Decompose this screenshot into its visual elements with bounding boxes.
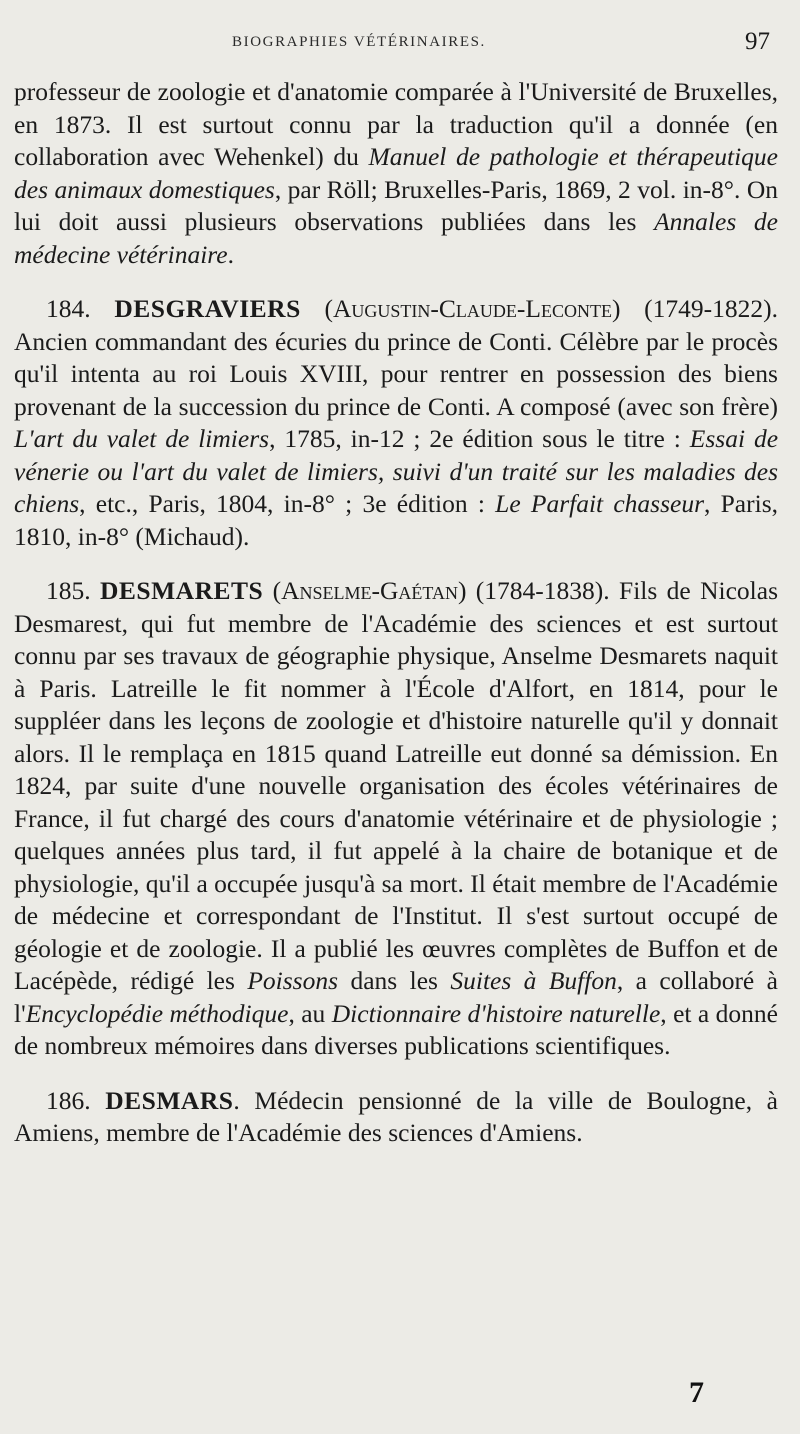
entry-name: DESMARETS [100, 576, 264, 605]
entry-number: 184. [46, 294, 91, 323]
italic-title: Poissons [247, 966, 339, 995]
entry-name: DESMARS [105, 1085, 234, 1115]
entry-186: 186. DESMARS. Médecin pensionné de la ville de Boulogne, à Amiens, membre de l'Académie des sciences d'Amiens. [14, 1085, 778, 1147]
italic-title: Essai de vénerie ou l'art du valet de limiers, suivi d'un traité sur les maladies des chiens [14, 424, 779, 518]
page-header [0, 26, 780, 60]
entry-fullname: (Augustin-Claude-Leconte) [324, 294, 621, 323]
italic-title: Suites à Buffon [450, 966, 617, 995]
entry-number: 186. [46, 1085, 91, 1115]
body-text [14, 76, 778, 1150]
entry-184: 184. DESGRAVIERS (Augustin-Claude-Leconte) (1749-1822). Ancien commandant des écuries du prince de Conti. Célèbre par le procès qu'il intenta au roi Louis XVIII, pour rentrer en possession des biens provenant de la succession du prince de Conti. A composé (avec son frère) L'art du valet de limiers, 1785, in-12 ; 2e édition sous le titre : Essai de vénerie ou l'art du valet de limiers, suivi d'un traité sur les maladies des chiens, etc., Paris, 1804, in-8° ; 3e édition : Le Parfait chasseur, Paris, 1810, in-8° (Michaud). [14, 294, 779, 551]
italic-title: Le Parfait chasseur [495, 489, 705, 518]
italic-title: Encyclopédie méthodique [25, 998, 289, 1028]
italic-title: Annales de médecine vétérinaire [14, 207, 778, 269]
continuation-paragraph: professeur de zoologie et d'anatomie comparée à l'Université de Bruxelles, en 1873. Il est surtout connu par la traduction qu'il a donnée (en collaboration avec Wehenkel) du Manuel de pathologie et thérapeutique des animaux domestiques, par Röll; Bruxelles-Paris, 1869, 2 vol. in-8°. On lui doit aussi plusieurs observations publiées dans les Annales de médecine vétérinaire. [14, 77, 778, 269]
entry-fullname: (Anselme-Gaétan) [272, 576, 467, 605]
entry-number: 185. [46, 576, 91, 605]
page-number: 97 [745, 28, 770, 55]
running-title: BIOGRAPHIES VÉTÉRINAIRES. [232, 34, 486, 50]
italic-title: Dictionnaire d'histoire naturelle [331, 998, 661, 1028]
italic-title: L'art du valet de limiers [14, 424, 270, 453]
signature-mark: 7 [689, 1376, 704, 1409]
italic-title: Manuel de pathologie et thérapeutique des animaux domestiques [14, 142, 778, 204]
entry-185: 185. DESMARETS (Anselme-Gaétan) (1784-1838). Fils de Nicolas Desmarest, qui fut membre de l'Académie des sciences et est surtout connu par ses travaux de géographie physique, Anselme Desmarets naquit à Paris. Latreille le fit nommer à l'École d'Alfort, en 1814, pour le suppléer dans les leçons de zoologie et d'histoire naturelle qu'il y donnait alors. Il le remplaça en 1815 quand Latreille eut donné sa démission. En 1824, par suite d'une nouvelle organisation des écoles vétérinaires de France, il fut chargé des cours d'anatomie vétérinaire et de physiologie ; quelques années plus tard, il fut appelé à la chaire de botanique et de physiologie, qu'il a occupée jusqu'à sa mort. Il était membre de l'Académie de médecine et correspondant de l'Institut. Il s'est surtout occupé de géologie et de zoologie. Il a publié les œuvres complètes de Buffon et de Lacépède, rédigé les Poissons dans les Suites à Buffon, a collaboré à l'Encyclopédie méthodique, au Dictionnaire d'histoire naturelle, et a donné de nombreux mémoires dans diverses publications scientifiques. [14, 576, 779, 1060]
entry-name: DESGRAVIERS [114, 294, 301, 323]
